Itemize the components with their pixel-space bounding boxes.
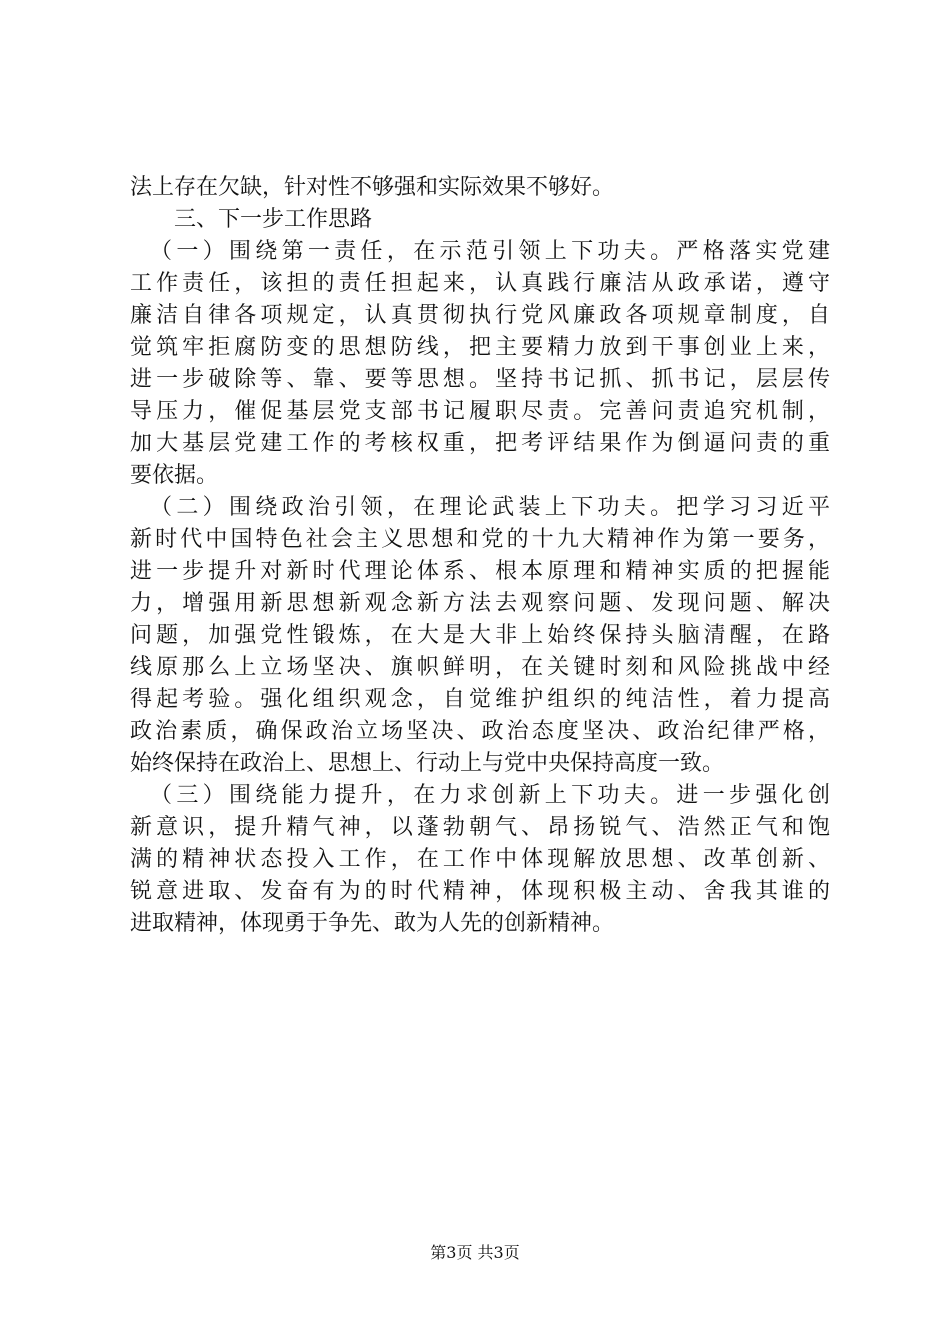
section-heading: 三、下一步工作思路	[174, 207, 373, 232]
text-line: 法上存在欠缺，针对性不够强和实际效果不够好。	[130, 175, 615, 200]
page-number-footer: 第3页 共3页	[430, 1243, 520, 1262]
text-line: 得起考验。强化组织观念，自觉维护组织的纯洁性，着力提高	[130, 687, 830, 712]
text-line: 满的精神状态投入工作，在工作中体现解放思想、改革创新、	[130, 847, 830, 872]
text-line: 政治素质，确保政治立场坚决、政治态度坚决、政治纪律严格，	[130, 719, 830, 744]
paragraph-start-line: （二）围绕政治引领，在理论武装上下功夫。把学习习近平	[150, 495, 830, 520]
paragraph-start-line: （一）围绕第一责任，在示范引领上下功夫。严格落实党建	[150, 239, 830, 264]
text-line: 问题，加强党性锻炼，在大是大非上始终保持头脑清醒，在路	[130, 623, 830, 648]
text-line: 觉筑牢拒腐防变的思想防线，把主要精力放到干事创业上来，	[130, 335, 830, 360]
text-line: 进取精神，体现勇于争先、敢为人先的创新精神。	[130, 911, 615, 936]
text-line: 力，增强用新思想新观念新方法去观察问题、发现问题、解决	[130, 591, 830, 616]
text-line: 线原那么上立场坚决、旗帜鲜明，在关键时刻和风险挑战中经	[130, 655, 830, 680]
text-line: 工作责任，该担的责任担起来，认真践行廉洁从政承诺，遵守	[130, 271, 830, 296]
text-line: 锐意进取、发奋有为的时代精神，体现积极主动、舍我其谁的	[130, 879, 830, 904]
text-line: 廉洁自律各项规定，认真贯彻执行党风廉政各项规章制度，自	[130, 303, 830, 328]
text-line: 进一步提升对新时代理论体系、根本原理和精神实质的把握能	[130, 559, 830, 584]
text-line: 新意识，提升精气神，以蓬勃朝气、昂扬锐气、浩然正气和饱	[130, 815, 830, 840]
text-line: 导压力，催促基层党支部书记履职尽责。完善问责追究机制，	[130, 399, 830, 424]
document-body	[130, 172, 830, 940]
paragraph-start-line: （三）围绕能力提升，在力求创新上下功夫。进一步强化创	[150, 783, 830, 808]
text-line: 加大基层党建工作的考核权重，把考评结果作为倒逼问责的重	[130, 431, 830, 456]
text-line: 要依据。	[130, 463, 219, 488]
text-line: 始终保持在政治上、思想上、行动上与党中央保持高度一致。	[130, 751, 725, 776]
text-line: 进一步破除等、靠、要等思想。坚持书记抓、抓书记，层层传	[130, 367, 830, 392]
text-line: 新时代中国特色社会主义思想和党的十九大精神作为第一要务，	[130, 527, 830, 552]
